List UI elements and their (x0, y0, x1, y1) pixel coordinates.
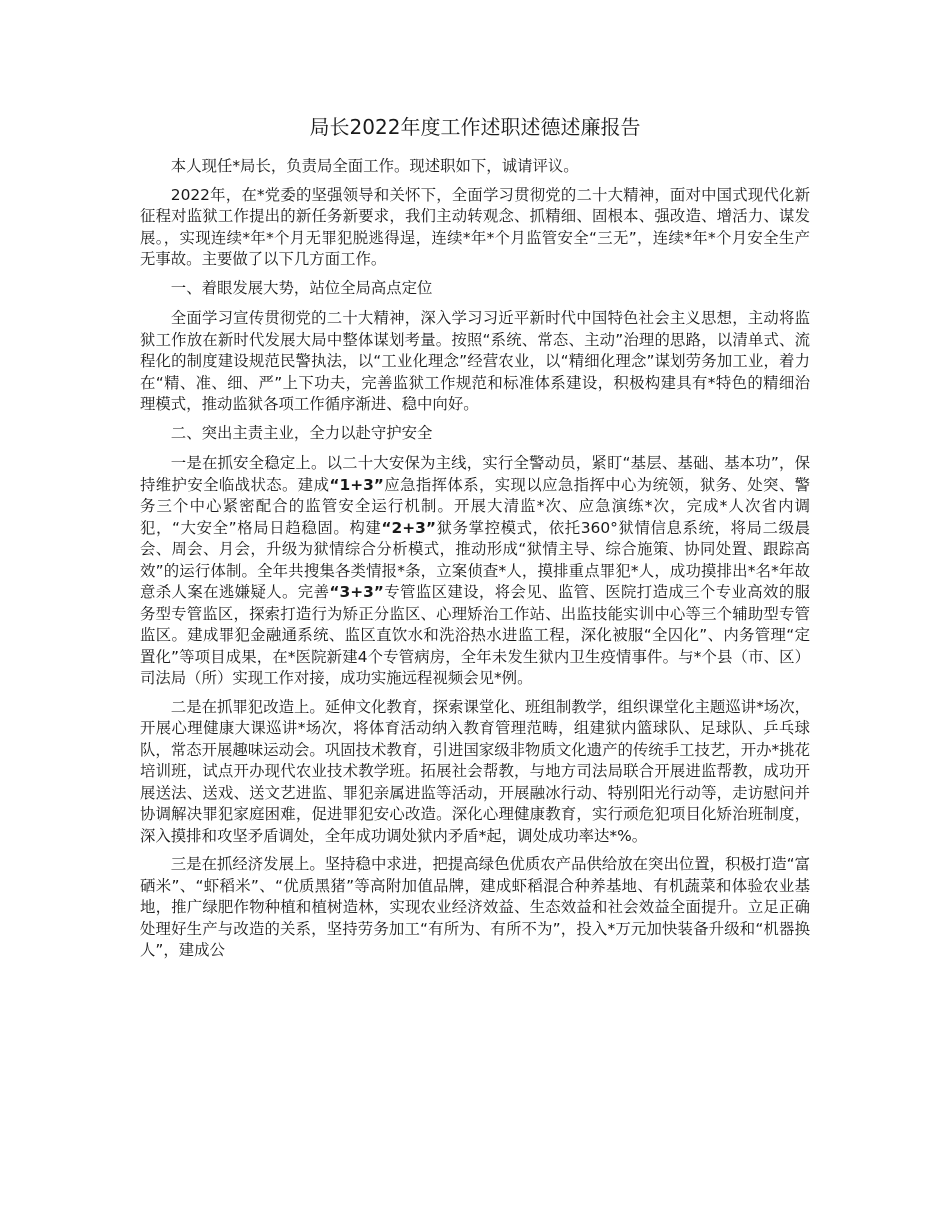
safety-text-3: 狱务掌控模式，依托360°狱情信息系统，将局二级晨会、周会、月会，升级为狱情综合分析模式，推动形成“狱情主导、综合施策、协同处置、跟踪高效”的运行体制。全年共搜集各类情报*条，立案侦查*人，摸排重点罪犯*人，成功摸排出*名*年故意杀人案在逃嫌疑人。完善 (140, 518, 810, 601)
intro-paragraph: 本人现任*局长，负责局全面工作。现述职如下，诚请评议。 (170, 157, 579, 175)
safety-bold-2: “2+3” (381, 518, 436, 537)
safety-bold-3: “3+3” (329, 583, 384, 601)
document-title: 局长2022年度工作述职述德述廉报告 (309, 115, 641, 139)
economy-paragraph: 三是在抓经济发展上。坚持稳中求进，把提高绿色优质农产品供给放在突出位置，积极打造“富硒米”、“虾稻米”、“优质黑猪”等高附加值品牌，建成虾稻混合种养基地、有机蔬菜和体验农业基地，推广绿肥作物种植和植树造林，实现农业经济效益、生态效益和社会效益全面提升。立足正确处理好生产与改造的关系，坚持劳务加工“有所为、有所不为”，投入*万元加快装备升级和“机器换人”，建成公 (140, 855, 810, 959)
section-1-paragraph: 全面学习宣传贯彻党的二十大精神，深入学习习近平新时代中国特色社会主义思想，主动将监狱工作放在新时代发展大局中整体谋划考量。按照“系统、常态、主动”治理的思路，以清单式、流程化的制度建设规范民警执法，以“工业化理念”经营农业，以“精细化理念”谋划劳务加工业，着力在“精、准、细、严”上下功夫，完善监狱工作规范和标准体系建设，积极构建具有*特色的精细治理模式，推动监狱各项工作循序渐进、稳中向好。 (140, 309, 810, 413)
section-heading-2: 二、突出主责主业，全力以赴守护安全 (170, 423, 433, 442)
safety-text-1: 一是在抓安全稳定上。以二十大安保为主线，实行全警动员，紧盯“基层、基础、基本功”，保持维护安全临战状态。建成 (140, 454, 810, 494)
reform-paragraph: 二是在抓罪犯改造上。延伸文化教育，探索课堂化、班组制教学，组织课堂化主题巡讲*场次，开展心理健康大课巡讲*场次，将体育活动纳入教育管理范畴，组建狱内篮球队、足球队、乒乓球队，常态开展趣味运动会。巩固技术教育，引进国家级非物质文化遗产的传统手工技艺，开办*挑花培训班，试点开办现代农业技术教学班。拓展社会帮教，与地方司法局联合开展进监帮教，成功开展送法、送戏、送文艺进监、罪犯亲属进监等活动，开展融冰行动、特别阳光行动等，走访慰问并协调解决罪犯家庭困难，促进罪犯安心改造。深化心理健康教育，实行顽危犯项目化矫治班制度，深入摸排和攻坚矛盾调处，全年成功调处狱内矛盾*起，调处成功率达*%。 (140, 697, 810, 845)
safety-paragraph (140, 453, 810, 690)
safety-text-4: 专管监区建设，将会见、监管、医院打造成三个专业高效的服务型专管监区，探索打造行为矫正分监区、心理矫治工作站、出监技能实训中心等三个辅助型专管监区。建成罪犯金融通系统、监区直饮水和洗浴热水进监工程，深化被服“全囚化”、内务管理“定置化”等项目成果，在*医院新建4个专管病房，全年未发生狱内卫生疫情事件。与*个县（市、区）司法局（所）实现工作对接，成功实施远程视频会见*例。 (140, 583, 810, 687)
safety-text-2: 应急指挥体系，实现以应急指挥中心为统领，狱务、处突、警务三个中心紧密配合的监管安全运行机制。开展大清监*次、应急演练*次，完成*人次省内调犯，“大安全”格局日趋稳固。构建 (140, 475, 810, 537)
safety-bold-1: “1+3” (329, 475, 384, 494)
section-heading-1: 一、着眼发展大势，站位全局高点定位 (170, 278, 433, 297)
overview-paragraph: 2022年，在*党委的坚强领导和关怀下，全面学习贯彻党的二十大精神，面对中国式现代化新征程对监狱工作提出的新任务新要求，我们主动转观念、抓精细、固根本、强改造、增活力、谋发展。，实现连续*年*个月无罪犯脱逃得逞，连续*年*个月监管安全“三无”，连续*年*个月安全生产无事故。主要做了以下几方面工作。 (140, 185, 810, 268)
